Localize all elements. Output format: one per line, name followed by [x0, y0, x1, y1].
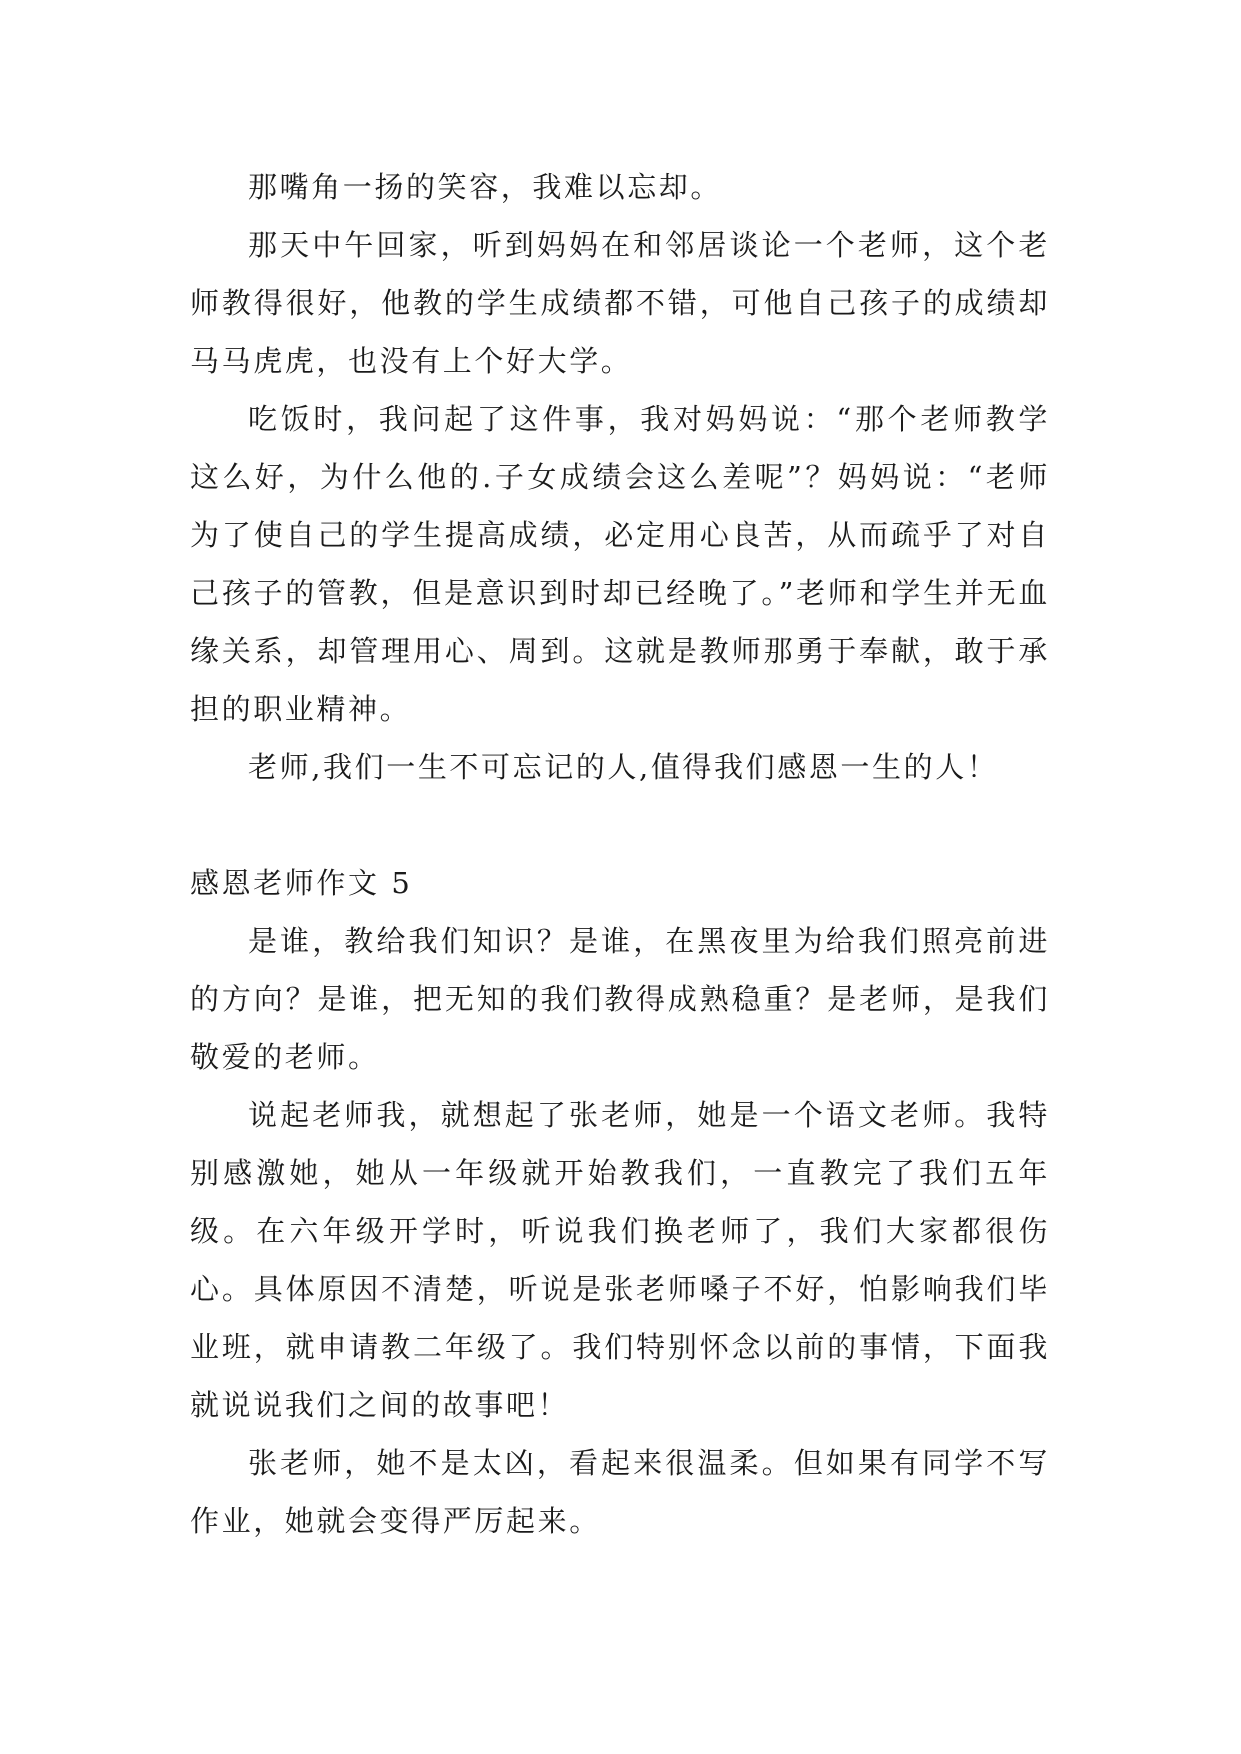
- section-title: 感恩老师作文 5: [190, 866, 413, 900]
- paragraph: 那嘴角一扬的笑容，我难以忘却。: [248, 170, 723, 204]
- document-body: [190, 158, 1050, 1550]
- paragraph: 老师,我们一生不可忘记的人,值得我们感恩一生的人！: [248, 750, 999, 784]
- paragraph: 那天中午回家，听到妈妈在和邻居谈论一个老师，这个老师教得很好，他教的学生成绩都不错，可他自己孩子的成绩却马马虎虎，也没有上个好大学。: [190, 228, 1050, 378]
- paragraph: 张老师，她不是太凶，看起来很温柔。但如果有同学不写作业，她就会变得严厉起来。: [190, 1446, 1050, 1538]
- paragraph: 是谁，教给我们知识？是谁，在黑夜里为给我们照亮前进的方向？是谁，把无知的我们教得成熟稳重？是老师，是我们敬爱的老师。: [190, 924, 1050, 1074]
- paragraph: 吃饭时，我问起了这件事，我对妈妈说：“那个老师教学这么好，为什么他的.子女成绩会这么差呢”？妈妈说：“老师为了使自己的学生提高成绩，必定用心良苦，从而疏乎了对自己孩子的管教，但是意识到时却已经晚了。”老师和学生并无血缘关系，却管理用心、周到。这就是教师那勇于奉献，敢于承担的职业精神。: [190, 402, 1050, 726]
- paragraph: 说起老师我，就想起了张老师，她是一个语文老师。我特别感激她，她从一年级就开始教我们，一直教完了我们五年级。在六年级开学时，听说我们换老师了，我们大家都很伤心。具体原因不清楚，听说是张老师嗓子不好，怕影响我们毕业班，就申请教二年级了。我们特别怀念以前的事情，下面我就说说我们之间的故事吧！: [190, 1098, 1050, 1422]
